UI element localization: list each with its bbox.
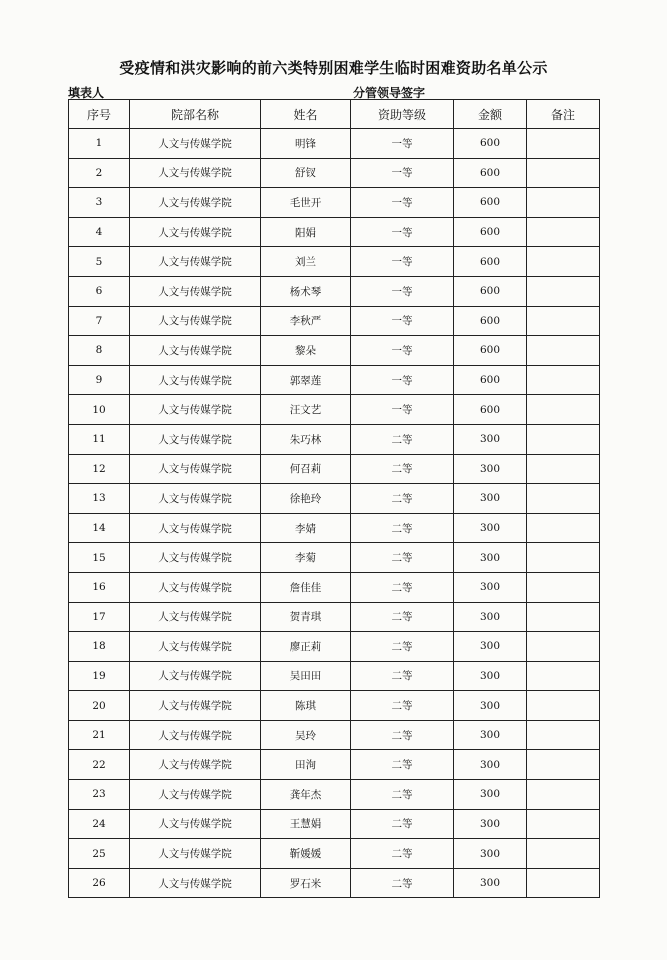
- cell-amount: 300: [454, 632, 527, 662]
- cell-grade: 二等: [351, 780, 454, 810]
- cell-grade: 二等: [351, 454, 454, 484]
- cell-note: [527, 661, 600, 691]
- cell-amount: 300: [454, 543, 527, 573]
- header-dept: 院部名称: [130, 100, 261, 129]
- cell-grade: 二等: [351, 839, 454, 869]
- cell-note: [527, 780, 600, 810]
- table-row: [69, 395, 600, 425]
- cell-name: 毛世开: [261, 188, 351, 218]
- cell-no: 1: [69, 129, 130, 159]
- cell-dept: 人文与传媒学院: [130, 780, 261, 810]
- cell-no: 6: [69, 276, 130, 306]
- cell-grade: 二等: [351, 661, 454, 691]
- table-row: [69, 720, 600, 750]
- cell-grade: 二等: [351, 513, 454, 543]
- cell-name: 黎朵: [261, 336, 351, 366]
- cell-no: 10: [69, 395, 130, 425]
- cell-amount: 600: [454, 365, 527, 395]
- table-row: [69, 306, 600, 336]
- cell-no: 14: [69, 513, 130, 543]
- cell-no: 20: [69, 691, 130, 721]
- cell-no: 21: [69, 720, 130, 750]
- cell-note: [527, 632, 600, 662]
- cell-dept: 人文与传媒学院: [130, 720, 261, 750]
- cell-grade: 二等: [351, 543, 454, 573]
- cell-grade: 一等: [351, 247, 454, 277]
- cell-amount: 600: [454, 158, 527, 188]
- table-row: [69, 513, 600, 543]
- cell-dept: 人文与传媒学院: [130, 868, 261, 898]
- cell-note: [527, 158, 600, 188]
- cell-grade: 二等: [351, 750, 454, 780]
- cell-grade: 一等: [351, 217, 454, 247]
- table-row: [69, 602, 600, 632]
- cell-note: [527, 217, 600, 247]
- cell-amount: 600: [454, 247, 527, 277]
- cell-grade: 二等: [351, 691, 454, 721]
- cell-grade: 二等: [351, 868, 454, 898]
- cell-name: 吴玲: [261, 720, 351, 750]
- filler-label: 填表人: [68, 86, 105, 100]
- cell-grade: 二等: [351, 602, 454, 632]
- cell-name: 徐艳玲: [261, 484, 351, 514]
- cell-name: 明锋: [261, 129, 351, 159]
- cell-dept: 人文与传媒学院: [130, 543, 261, 573]
- header-grade: 资助等级: [351, 100, 454, 129]
- cell-dept: 人文与传媒学院: [130, 750, 261, 780]
- cell-amount: 300: [454, 720, 527, 750]
- table-row: [69, 572, 600, 602]
- cell-grade: 一等: [351, 395, 454, 425]
- cell-dept: 人文与传媒学院: [130, 454, 261, 484]
- cell-no: 16: [69, 572, 130, 602]
- cell-no: 18: [69, 632, 130, 662]
- cell-name: 廖正莉: [261, 632, 351, 662]
- cell-no: 9: [69, 365, 130, 395]
- cell-amount: 300: [454, 868, 527, 898]
- table-row: [69, 365, 600, 395]
- cell-no: 15: [69, 543, 130, 573]
- cell-note: [527, 839, 600, 869]
- cell-name: 王慧娟: [261, 809, 351, 839]
- cell-no: 25: [69, 839, 130, 869]
- cell-dept: 人文与传媒学院: [130, 809, 261, 839]
- form-meta-row: [68, 84, 599, 100]
- cell-note: [527, 454, 600, 484]
- cell-name: 贺青琪: [261, 602, 351, 632]
- cell-dept: 人文与传媒学院: [130, 602, 261, 632]
- table-row: [69, 484, 600, 514]
- table-row: [69, 868, 600, 898]
- cell-grade: 二等: [351, 632, 454, 662]
- table-row: [69, 336, 600, 366]
- cell-amount: 600: [454, 395, 527, 425]
- header-amount: 金额: [454, 100, 527, 129]
- table-row: [69, 424, 600, 454]
- cell-amount: 300: [454, 780, 527, 810]
- cell-amount: 600: [454, 276, 527, 306]
- cell-dept: 人文与传媒学院: [130, 424, 261, 454]
- cell-name: 汪文艺: [261, 395, 351, 425]
- table-row: [69, 839, 600, 869]
- table-row: [69, 661, 600, 691]
- table-row: [69, 750, 600, 780]
- cell-amount: 300: [454, 750, 527, 780]
- cell-note: [527, 336, 600, 366]
- cell-note: [527, 424, 600, 454]
- aid-recipient-table: [68, 99, 600, 898]
- cell-note: [527, 276, 600, 306]
- cell-grade: 二等: [351, 424, 454, 454]
- cell-grade: 一等: [351, 129, 454, 159]
- cell-dept: 人文与传媒学院: [130, 661, 261, 691]
- cell-grade: 一等: [351, 276, 454, 306]
- cell-amount: 600: [454, 336, 527, 366]
- cell-grade: 二等: [351, 484, 454, 514]
- cell-amount: 300: [454, 484, 527, 514]
- cell-note: [527, 188, 600, 218]
- cell-name: 田洵: [261, 750, 351, 780]
- table-row: [69, 454, 600, 484]
- cell-note: [527, 602, 600, 632]
- cell-dept: 人文与传媒学院: [130, 484, 261, 514]
- cell-name: 刘兰: [261, 247, 351, 277]
- cell-dept: 人文与传媒学院: [130, 336, 261, 366]
- cell-note: [527, 750, 600, 780]
- cell-note: [527, 365, 600, 395]
- cell-dept: 人文与传媒学院: [130, 129, 261, 159]
- cell-amount: 300: [454, 454, 527, 484]
- cell-amount: 300: [454, 572, 527, 602]
- supervisor-signature-label: 分管领导签字: [353, 86, 426, 100]
- cell-note: [527, 868, 600, 898]
- cell-no: 17: [69, 602, 130, 632]
- cell-grade: 一等: [351, 306, 454, 336]
- cell-note: [527, 306, 600, 336]
- cell-amount: 300: [454, 513, 527, 543]
- cell-name: 詹佳佳: [261, 572, 351, 602]
- cell-no: 24: [69, 809, 130, 839]
- cell-no: 3: [69, 188, 130, 218]
- cell-no: 2: [69, 158, 130, 188]
- table-row: [69, 632, 600, 662]
- table-row: [69, 247, 600, 277]
- cell-name: 靳媛媛: [261, 839, 351, 869]
- cell-dept: 人文与传媒学院: [130, 247, 261, 277]
- cell-note: [527, 395, 600, 425]
- cell-note: [527, 247, 600, 277]
- cell-amount: 600: [454, 129, 527, 159]
- header-note: 备注: [527, 100, 600, 129]
- cell-name: 李秋严: [261, 306, 351, 336]
- table-row: [69, 809, 600, 839]
- table-row: [69, 691, 600, 721]
- cell-no: 5: [69, 247, 130, 277]
- cell-name: 吴田田: [261, 661, 351, 691]
- cell-amount: 300: [454, 602, 527, 632]
- cell-dept: 人文与传媒学院: [130, 513, 261, 543]
- cell-note: [527, 572, 600, 602]
- cell-dept: 人文与传媒学院: [130, 395, 261, 425]
- cell-name: 郭翠莲: [261, 365, 351, 395]
- cell-note: [527, 691, 600, 721]
- cell-dept: 人文与传媒学院: [130, 188, 261, 218]
- cell-no: 7: [69, 306, 130, 336]
- cell-no: 19: [69, 661, 130, 691]
- cell-note: [527, 543, 600, 573]
- cell-amount: 600: [454, 188, 527, 218]
- cell-no: 4: [69, 217, 130, 247]
- cell-note: [527, 513, 600, 543]
- cell-dept: 人文与传媒学院: [130, 276, 261, 306]
- cell-name: 何召莉: [261, 454, 351, 484]
- header-no: 序号: [69, 100, 130, 129]
- cell-name: 龚年杰: [261, 780, 351, 810]
- cell-name: 舒钗: [261, 158, 351, 188]
- table-header-row: [69, 100, 600, 129]
- table-row: [69, 129, 600, 159]
- cell-no: 23: [69, 780, 130, 810]
- page-title: 受疫情和洪灾影响的前六类特别困难学生临时困难资助名单公示: [119, 59, 548, 77]
- cell-amount: 300: [454, 809, 527, 839]
- cell-dept: 人文与传媒学院: [130, 691, 261, 721]
- cell-grade: 二等: [351, 809, 454, 839]
- cell-name: 李菊: [261, 543, 351, 573]
- cell-no: 12: [69, 454, 130, 484]
- cell-note: [527, 484, 600, 514]
- cell-name: 朱巧林: [261, 424, 351, 454]
- cell-amount: 300: [454, 661, 527, 691]
- cell-grade: 一等: [351, 188, 454, 218]
- cell-amount: 300: [454, 424, 527, 454]
- cell-name: 陈琪: [261, 691, 351, 721]
- header-name: 姓名: [261, 100, 351, 129]
- cell-note: [527, 720, 600, 750]
- cell-grade: 一等: [351, 158, 454, 188]
- cell-amount: 300: [454, 691, 527, 721]
- table-row: [69, 188, 600, 218]
- cell-no: 13: [69, 484, 130, 514]
- table-row: [69, 158, 600, 188]
- cell-dept: 人文与传媒学院: [130, 839, 261, 869]
- cell-name: 李婧: [261, 513, 351, 543]
- cell-grade: 一等: [351, 365, 454, 395]
- cell-dept: 人文与传媒学院: [130, 158, 261, 188]
- cell-no: 26: [69, 868, 130, 898]
- cell-grade: 一等: [351, 336, 454, 366]
- cell-amount: 600: [454, 306, 527, 336]
- cell-dept: 人文与传媒学院: [130, 572, 261, 602]
- cell-no: 22: [69, 750, 130, 780]
- table-row: [69, 217, 600, 247]
- cell-no: 8: [69, 336, 130, 366]
- cell-note: [527, 129, 600, 159]
- table-row: [69, 276, 600, 306]
- cell-grade: 二等: [351, 572, 454, 602]
- table-row: [69, 780, 600, 810]
- cell-name: 罗石米: [261, 868, 351, 898]
- cell-dept: 人文与传媒学院: [130, 365, 261, 395]
- cell-dept: 人文与传媒学院: [130, 217, 261, 247]
- cell-name: 杨术琴: [261, 276, 351, 306]
- cell-grade: 二等: [351, 720, 454, 750]
- cell-amount: 600: [454, 217, 527, 247]
- cell-name: 阳娟: [261, 217, 351, 247]
- cell-dept: 人文与传媒学院: [130, 306, 261, 336]
- cell-amount: 300: [454, 839, 527, 869]
- table-row: [69, 543, 600, 573]
- cell-dept: 人文与传媒学院: [130, 632, 261, 662]
- cell-no: 11: [69, 424, 130, 454]
- cell-note: [527, 809, 600, 839]
